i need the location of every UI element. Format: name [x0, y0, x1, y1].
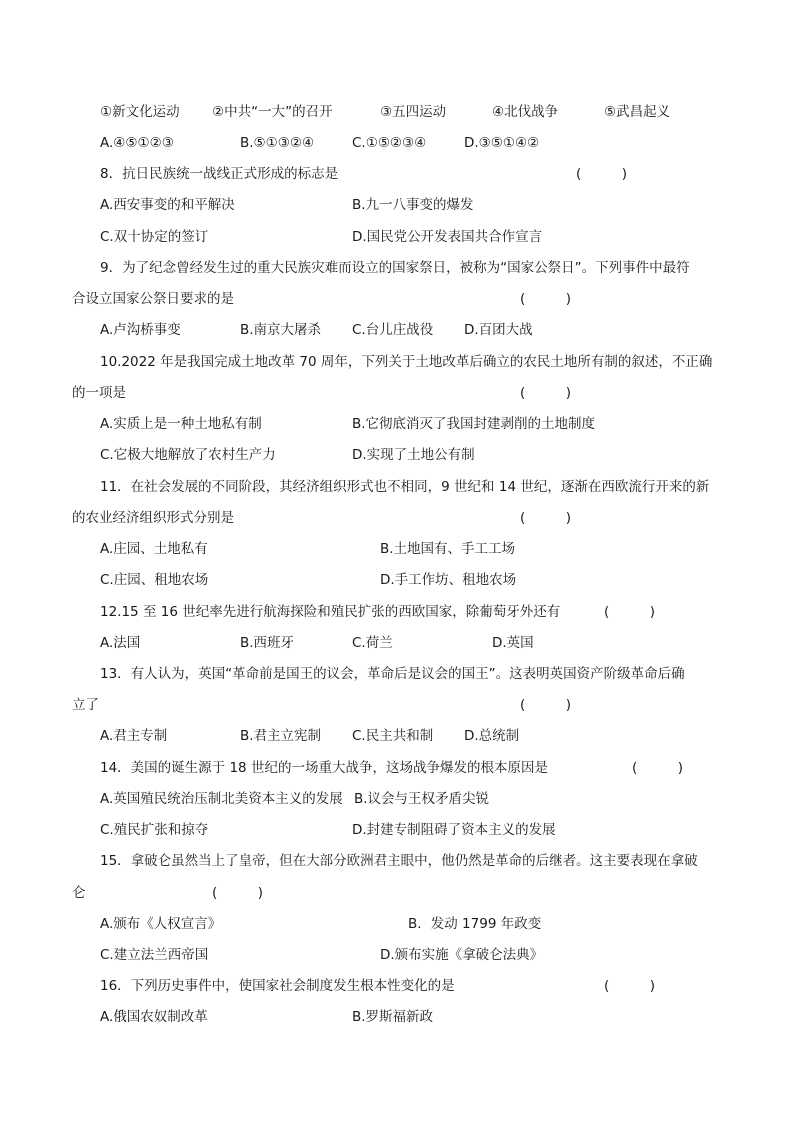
q13-option-b: B.君主立宪制 — [240, 728, 322, 744]
q14-answer-bracket: ( ) — [632, 760, 684, 776]
q15-stem-line-1: 15．拿破仑虽然当上了皇帝，但在大部分欧洲君主眼中，他仍然是革命的后继者。这主要表现在拿破 — [100, 853, 698, 869]
q12-answer-bracket: ( ) — [604, 604, 656, 620]
q7-option-d: D.③⑤①④② — [464, 135, 540, 151]
q15-option-d: D.颁布实施《拿破仑法典》 — [380, 947, 544, 963]
q16-stem: 16．下列历史事件中，使国家社会制度发生根本性变化的是 — [100, 978, 455, 994]
q13-option-d: D.总统制 — [464, 728, 520, 744]
q8-option-c: C.双十协定的签订 — [100, 229, 209, 245]
q16-answer-bracket: ( ) — [604, 978, 656, 994]
q8-answer-bracket: ( ) — [576, 166, 628, 182]
q12-option-c: C.荷兰 — [352, 635, 393, 651]
q13-answer-bracket: ( ) — [520, 697, 572, 713]
q7-option-b: B.⑤①③②④ — [240, 135, 315, 151]
q16-option-a: A.俄国农奴制改革 — [100, 1009, 208, 1025]
q9-option-a: A.卢沟桥事变 — [100, 322, 181, 338]
q12-option-a: A.法国 — [100, 635, 141, 651]
q9-option-c: C.台儿庄战役 — [352, 322, 434, 338]
q11-option-b: B.土地国有、手工工场 — [380, 541, 516, 557]
q13-stem-line-1: 13．有人认为，英国“革命前是国王的议会，革命后是议会的国王”。这表明英国资产阶级革命后确 — [100, 666, 685, 682]
q15-stem-line-2: 仑 — [72, 885, 86, 901]
q7-option-a: A.④⑤①②③ — [100, 135, 174, 151]
q14-option-d: D.封建专制阻碍了资本主义的发展 — [352, 822, 556, 838]
q9-option-b: B.南京大屠杀 — [240, 322, 322, 338]
q10-option-c: C.它极大地解放了农村生产力 — [100, 447, 276, 463]
q7-item-3: ③五四运动 — [380, 104, 447, 120]
q11-option-d: D.手工作坊、租地农场 — [380, 572, 517, 588]
q12-stem: 12.15 至 16 世纪率先进行航海探险和殖民扩张的西欧国家，除葡萄牙外还有 — [100, 604, 561, 620]
q15-option-b: B．发动 1799 年政变 — [408, 916, 542, 932]
q14-option-c: C.殖民扩张和掠夺 — [100, 822, 209, 838]
q16-option-b: B.罗斯福新政 — [352, 1009, 434, 1025]
q12-option-d: D.英国 — [492, 635, 534, 651]
q15-answer-bracket: ( ) — [212, 885, 264, 901]
q7-item-2: ②中共“一大”的召开 — [212, 104, 333, 120]
q11-answer-bracket: ( ) — [520, 510, 572, 526]
q11-option-a: A.庄园、土地私有 — [100, 541, 208, 557]
q9-stem-line-2: 合设立国家公祭日要求的是 — [72, 291, 234, 307]
q11-stem-line-2: 的农业经济组织形式分别是 — [72, 510, 234, 526]
q10-option-a: A.实质上是一种土地私有制 — [100, 416, 262, 432]
q14-option-a: A.英国殖民统治压制北美资本主义的发展 — [100, 791, 343, 807]
q10-option-d: D.实现了土地公有制 — [352, 447, 475, 463]
q8-option-b: B.九一八事变的爆发 — [352, 197, 474, 213]
q11-stem-line-1: 11．在社会发展的不同阶段，其经济组织形式也不相同，9 世纪和 14 世纪，逐渐在西欧流行开来的新 — [100, 479, 710, 495]
q7-item-5: ⑤武昌起义 — [604, 104, 671, 120]
q8-stem: 8．抗日民族统一战线正式形成的标志是 — [100, 166, 339, 182]
q10-option-b: B.它彻底消灭了我国封建剥削的土地制度 — [352, 416, 596, 432]
q7-item-1: ①新文化运动 — [100, 104, 180, 120]
q13-stem-line-2: 立了 — [72, 697, 99, 713]
q7-option-c: C.①⑤②③④ — [352, 135, 427, 151]
q10-stem-line-1: 10.2022 年是我国完成土地改革 70 周年，下列关于土地改革后确立的农民土地所有制的叙述，不正确 — [100, 354, 713, 370]
q14-stem: 14．美国的诞生源于 18 世纪的一场重大战争，这场战争爆发的根本原因是 — [100, 760, 548, 776]
q15-option-c: C.建立法兰西帝国 — [100, 947, 209, 963]
q13-option-c: C.民主共和制 — [352, 728, 434, 744]
q14-option-b: B.议会与王权矛盾尖锐 — [354, 791, 490, 807]
q11-option-c: C.庄园、租地农场 — [100, 572, 209, 588]
q9-option-d: D.百团大战 — [464, 322, 533, 338]
q9-answer-bracket: ( ) — [520, 291, 572, 307]
q15-option-a: A.颁布《人权宣言》 — [100, 916, 222, 932]
q8-option-d: D.国民党公开发表国共合作宣言 — [352, 229, 543, 245]
q10-stem-line-2: 的一项是 — [72, 385, 126, 401]
q13-option-a: A.君主专制 — [100, 728, 168, 744]
q10-answer-bracket: ( ) — [520, 385, 572, 401]
q9-stem-line-1: 9．为了纪念曾经发生过的重大民族灾难而设立的国家祭日，被称为“国家公祭日”。下列事件中最符 — [100, 260, 690, 276]
q8-option-a: A.西安事变的和平解决 — [100, 197, 235, 213]
q7-item-4: ④北伐战争 — [492, 104, 559, 120]
q12-option-b: B.西班牙 — [240, 635, 295, 651]
